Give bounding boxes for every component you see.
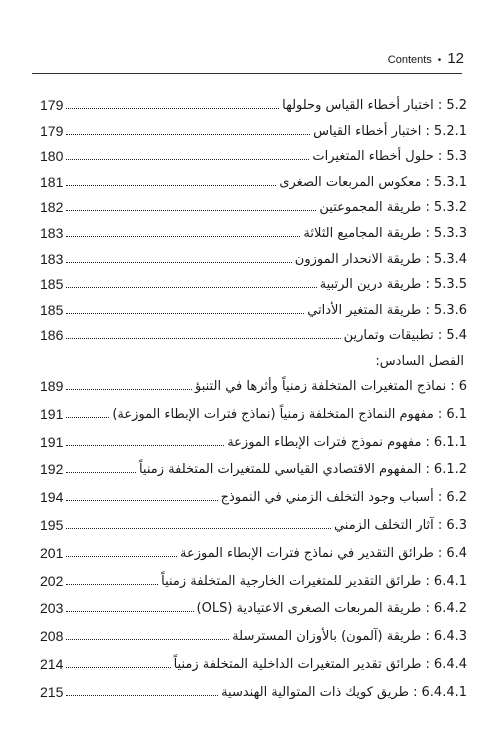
toc-dot-leader [66,209,316,211]
toc-dot-leader [66,337,340,339]
toc-entry-number: 6.2 [446,490,467,506]
toc-entry [40,483,467,505]
toc-entry-number: 6.3 [446,518,467,533]
toc-entry [40,270,467,292]
toc-entry [40,372,467,394]
toc-entry-page: 195 [40,517,64,533]
toc-dot-leader [66,610,193,612]
toc-dot-leader [66,388,192,390]
toc-entry-page: 186 [40,327,64,344]
toc-dot-leader [66,638,229,640]
toc-entry-title: : طريقة درين الرتبية [319,277,430,293]
toc-entry [40,117,467,139]
toc-entry-title: : طريقة المربعات الصغرى الاعتيادية (OLS) [196,601,430,617]
toc-entry-number: 6 [458,379,467,394]
toc-entry-number: 5.3.1 [433,174,467,190]
toc-dot-leader [66,694,218,696]
toc-entry-title: : مفهوم النماذج المتخلفة زمنياً (نماذج فترات الإبطاء الموزعة) [112,406,443,422]
toc-entry-number: 5.3.4 [433,251,467,267]
toc-entry-title: : طريقة المجاميع الثلاثة [303,226,430,241]
toc-entry-title: : المفهوم الاقتصادي القياسي للمتغيرات المتخلفة زمنياً [138,462,430,478]
toc-entry-page: 208 [40,628,64,645]
toc-entry-number: 5.4 [446,328,467,344]
toc-entry-number: 5.3.3 [433,226,467,241]
toc-entry-title: : أسباب وجود التخلف الزمني في النموذج [220,490,443,506]
toc-entry-title: : آثار التخلف الزمني [333,518,443,533]
toc-entry-number: 6.1.2 [433,462,467,478]
toc-entry-title: : طرائق التقدير للمتغيرات الخارجية المتخلفة زمنياً [161,573,430,589]
toc-dot-leader [66,107,279,109]
toc-dot-leader [66,286,316,288]
toc-entry-page: 183 [40,225,64,241]
toc-entry-number: 6.4.1 [433,573,467,589]
toc-entry [40,455,467,477]
toc-dot-leader [66,444,224,446]
toc-dot-leader [66,235,300,237]
toc-entry [40,400,467,422]
toc-dot-leader [66,184,276,186]
toc-entry-title: : اختبار أخطاء القياس وحلولها [282,98,443,113]
toc-entry-page: 181 [40,173,64,190]
toc-entry-page: 215 [40,683,64,700]
toc-entry-page: 203 [40,600,64,617]
toc-entry-number: 6.4.4 [433,657,467,672]
toc-entry-page: 179 [40,122,64,139]
toc-entry-page: 185 [40,276,64,293]
page-header [56,50,464,70]
toc-entry-page: 191 [40,433,64,450]
toc-entry [40,321,467,343]
header-page-number: 12 [447,50,464,67]
toc-entry [40,142,467,164]
toc-dot-leader [66,261,291,263]
toc-entry-page: 180 [40,148,64,165]
toc-dot-leader [66,499,217,501]
toc-dot-leader [66,583,158,585]
toc-entry-number: 6.4.3 [433,629,467,645]
toc-entry-page: 179 [40,97,64,113]
toc-entry-title: : مفهوم نموذج فترات الإبطاء الموزعة [227,434,430,450]
toc-entry-number: 6.4 [446,545,467,561]
toc-entry-page: 214 [40,656,64,672]
toc-entry-number: 5.3.2 [433,200,467,216]
toc-entry-title: : طريقة الانحدار الموزون [294,251,430,267]
toc-entry-title: : طريق كويك ذات المتوالية الهندسية [221,684,418,700]
toc-entry [40,245,467,267]
toc-entry-number: 5.3.5 [433,277,467,293]
toc-entry [40,622,467,644]
toc-entry-title: : معكوس المربعات الصغرى [279,174,430,190]
toc-entry-title: : حلول أخطاء المتغيرات [312,149,443,165]
toc-entry [40,539,467,561]
toc-entry-title: : تطبيقات وتمارين [343,328,443,344]
toc-entry [40,511,467,533]
toc-entry-page: 202 [40,572,64,589]
toc-entry [40,193,467,215]
toc-dot-leader [66,158,309,160]
toc-entry-page: 185 [40,301,64,318]
toc-entry-number: 6.1 [446,406,467,422]
toc-entry [40,567,467,589]
toc-entry-number: 5.3 [446,149,467,165]
running-head [388,50,464,67]
header-rule [32,73,462,74]
toc-dot-leader [66,527,331,529]
toc-entry-title: : نماذج المتغيرات المتخلفة زمنياً وأثرها في التنبؤ [195,379,455,394]
header-bullet: • [437,55,442,66]
toc-entry [40,594,467,616]
toc-entry-page: 191 [40,405,64,422]
toc-entry-page: 182 [40,199,64,216]
toc-entry-title: : طرائق التقدير في نماذج فترات الإبطاء الموزعة [180,545,443,561]
toc-entry-page: 201 [40,544,64,561]
toc-entry-page: 183 [40,250,64,267]
toc-entry-title: : طريقة المجموعتين [319,200,430,216]
toc-entry-number: 5.2 [446,98,467,113]
toc-entry [40,650,467,672]
toc-entry-title: : طريقة المتغير الأداتي [307,302,430,318]
toc-entry [40,168,467,190]
toc-entry-number: 5.3.6 [433,302,467,318]
chapter-heading: الفصل السادس: [375,354,464,369]
toc-entry [40,678,467,700]
toc-entry-title: : طرائق تقدير المتغيرات الداخلية المتخلفة زمنياً [173,657,430,672]
toc-entry [40,219,467,241]
toc-entry [40,428,467,450]
toc-entry-page: 189 [40,378,64,394]
toc-entry [40,91,467,113]
toc-entry-number: 5.2.1 [433,123,467,139]
toc-entry-title: : طريقة (آلمون) بالأوزان المسترسلة [232,629,430,645]
toc-dot-leader [66,312,304,314]
toc-entry-page: 192 [40,461,64,478]
toc-entry [40,296,467,318]
toc-entry-number: 6.1.1 [433,434,467,450]
toc-entry-number: 6.4.4.1 [421,684,467,700]
toc-dot-leader [66,666,170,668]
header-title: Contents [387,54,432,66]
toc-dot-leader [66,471,136,473]
toc-dot-leader [66,416,109,418]
toc-entry-number: 6.4.2 [433,601,467,617]
toc-dot-leader [66,133,310,135]
toc-dot-leader [66,555,177,557]
toc-entry-title: : اختبار أخطاء القياس [313,123,430,139]
toc-entry-page: 194 [40,489,64,506]
